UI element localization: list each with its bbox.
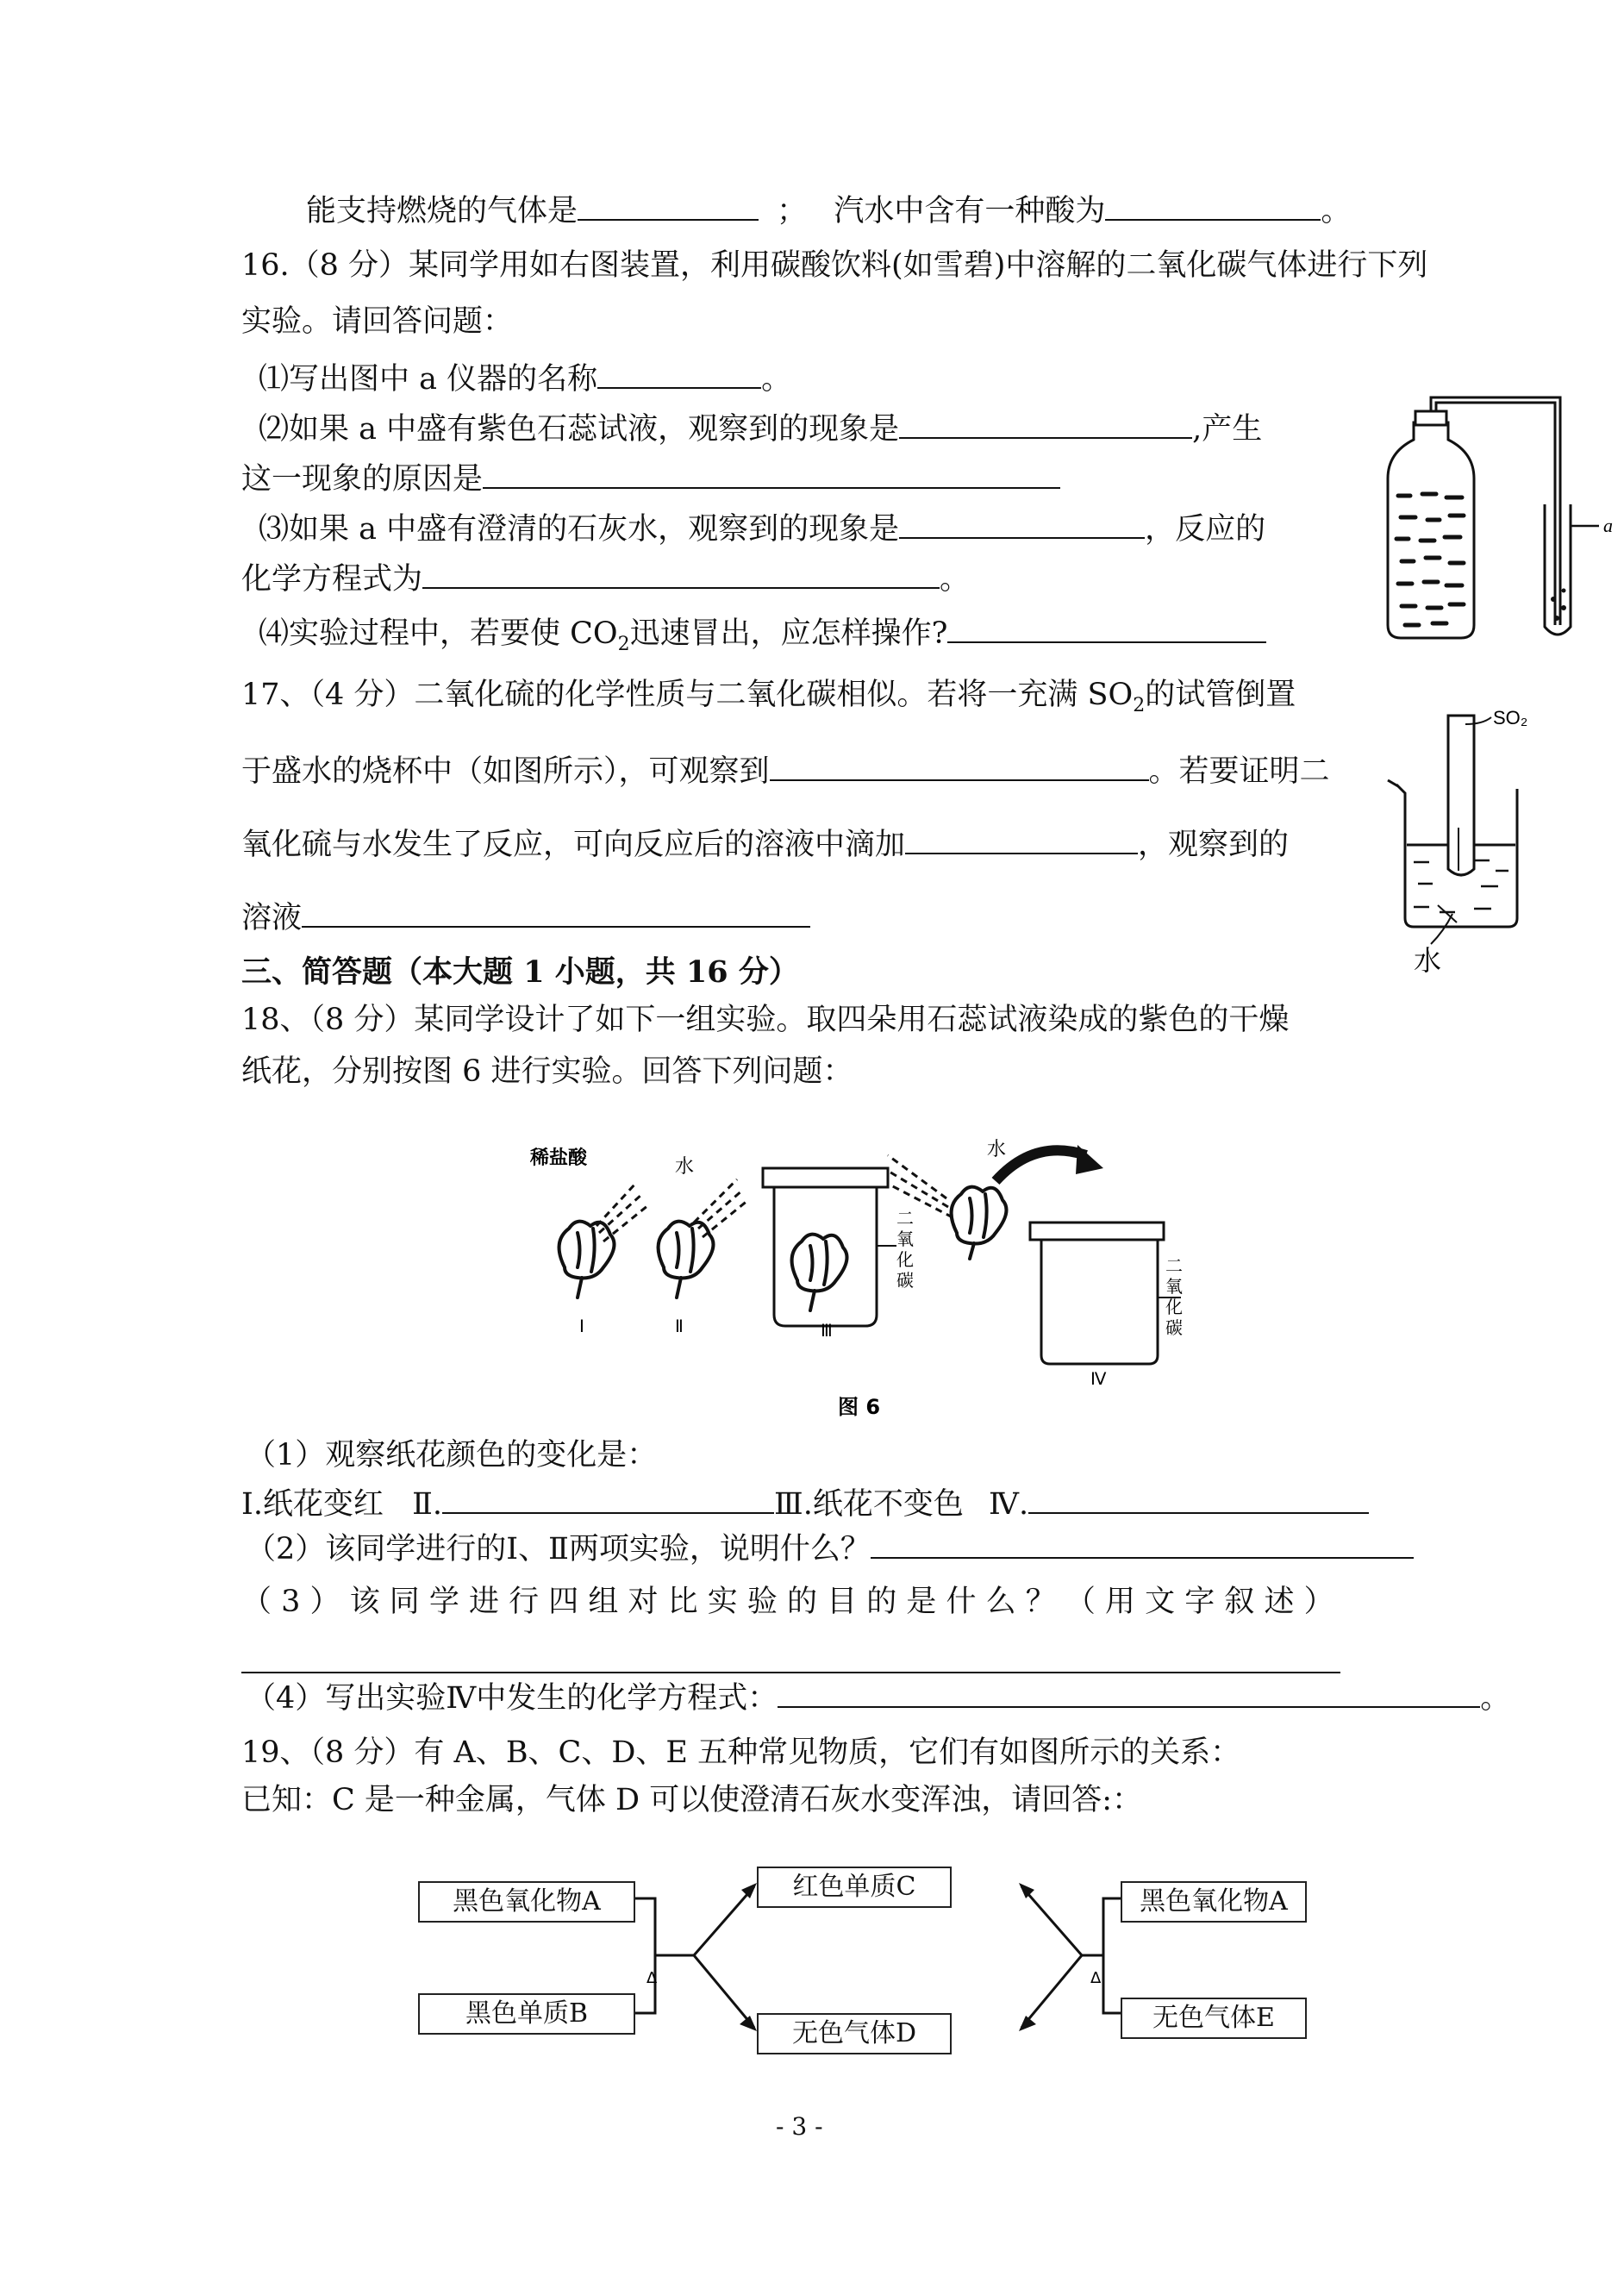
- q15-prefix: 能支持燃烧的气体是: [306, 194, 578, 228]
- answer-blank[interactable]: [241, 1642, 1340, 1673]
- heat-symbol-left: Δ: [646, 1969, 658, 1987]
- q16-p4-pre: ⑷实验过程中，若要使 CO: [259, 616, 618, 651]
- apparatus-label-a: a: [1603, 515, 1613, 536]
- q18-line1: 18、（8 分）某同学设计了如下一组实验。取四朵用石蕊试液染成的紫色的干燥: [241, 1003, 1290, 1037]
- q15-line: [306, 190, 1351, 231]
- q16-p2-end: ,产生: [1192, 412, 1263, 447]
- box-colorless-gas-e: 无色气体E: [1121, 1998, 1307, 2039]
- q15-end: 。: [1321, 194, 1352, 228]
- paper-flower-experiment-figure: [517, 1129, 1207, 1423]
- answer-blank[interactable]: [1028, 1483, 1369, 1514]
- q16-part3: [259, 508, 1265, 549]
- q17-l2-pre: 于盛水的烧杯中（如图所示），可观察到: [241, 754, 770, 789]
- roman-2: Ⅱ: [675, 1317, 684, 1336]
- label-water-2: 水: [987, 1139, 1007, 1160]
- answer-blank[interactable]: [483, 458, 1060, 489]
- so2-beaker-figure: [1379, 707, 1603, 977]
- q16-part2b: [241, 458, 1060, 499]
- roman-1: Ⅰ: [579, 1317, 584, 1336]
- soda-bottle-apparatus-figure: [1353, 392, 1621, 642]
- section-3-title-num1: 1: [523, 954, 545, 990]
- q16-p3b: 化学方程式为: [241, 562, 423, 597]
- q18-part2: [246, 1528, 1414, 1569]
- q17-l1-pre: 17、（4 分）二氧化硫的化学性质与二氧化碳相似。若将一充满 SO: [241, 678, 1134, 712]
- answer-blank[interactable]: [1105, 190, 1321, 221]
- section-3-title: [241, 953, 799, 992]
- co2-label-char-1: 二: [896, 1208, 914, 1229]
- q18-p1c: Ⅲ.纸花不变色: [774, 1487, 964, 1522]
- q18-part3: （ 3 ） 该 同 学 进 行 四 组 对 比 实 验 的 目 的 是 什 么 ？ （ 用 文 字 叙 述 ）: [241, 1585, 1334, 1619]
- co2-label-char-4b: 碳: [1165, 1317, 1183, 1338]
- label-water-1: 水: [675, 1156, 695, 1178]
- q18-line2: 纸花，分别按图 6 进行实验。回答下列问题：: [241, 1054, 853, 1089]
- box-black-element-b: 黑色单质B: [418, 1993, 635, 2035]
- q16-line2: 实验。请回答问题：: [241, 304, 514, 339]
- q19-line2: 已知：C 是一种金属，气体 D 可以使澄清石灰水变浑浊，请回答:：: [241, 1783, 1143, 1817]
- q18-p1b: Ⅱ.: [412, 1487, 443, 1522]
- answer-blank[interactable]: [597, 358, 761, 389]
- q17-line2: [241, 750, 1330, 791]
- page-number: - 3 -: [776, 2112, 823, 2141]
- heat-symbol-right: Δ: [1090, 1969, 1102, 1987]
- answer-blank[interactable]: [905, 823, 1138, 854]
- q18-p2: （2）该同学进行的Ⅰ、Ⅱ两项实验，说明什么？: [246, 1532, 871, 1566]
- q16-part1: [259, 358, 791, 399]
- q15-mid: 汽水中含有一种酸为: [834, 194, 1106, 228]
- q18-part1-answers: [241, 1483, 1369, 1524]
- q17-l3-post: ，观察到的: [1138, 828, 1290, 862]
- roman-3: Ⅲ: [821, 1322, 833, 1341]
- label-dilute-hcl: 稀盐酸: [530, 1148, 588, 1169]
- answer-blank[interactable]: [442, 1483, 774, 1514]
- q17-l1-post: 的试管倒置: [1145, 678, 1296, 712]
- q17-line3: [241, 823, 1289, 865]
- section-3-title-num2: 16: [685, 954, 728, 990]
- answer-blank[interactable]: [778, 1677, 1480, 1708]
- section-3-title-mid: 小题，共: [544, 954, 686, 990]
- box-black-oxide-a-right: 黑色氧化物A: [1121, 1881, 1307, 1923]
- q16-line1: 16.（8 分）某同学用如右图装置，利用碳酸饮料(如雪碧)中溶解的二氧化碳气体进行下列: [241, 248, 1428, 283]
- q17-l1-sub: 2: [1133, 695, 1146, 716]
- section-3-title-post: 分）: [728, 954, 799, 990]
- box-red-element-c: 红色单质C: [757, 1867, 952, 1908]
- q18-p4-end: 。: [1480, 1681, 1511, 1716]
- co2-label-char-3: 化: [896, 1249, 914, 1270]
- q16-part4: [259, 612, 1266, 665]
- q16-p4-post: 迅速冒出，应怎样操作?: [629, 616, 948, 651]
- answer-blank[interactable]: [302, 897, 810, 928]
- co2-label-char-2: 氧: [896, 1229, 914, 1249]
- q18-part1: （1）观察纸花颜色的变化是：: [246, 1438, 658, 1473]
- q16-part2: [259, 408, 1262, 449]
- q17-line1: [241, 675, 1296, 726]
- q16-p3: ⑶如果 a 中盛有澄清的石灰水，观察到的现象是: [259, 512, 900, 547]
- so2-label: SO₂: [1493, 707, 1528, 729]
- box-colorless-gas-d: 无色气体D: [757, 2013, 952, 2054]
- answer-blank[interactable]: [422, 558, 940, 589]
- q18-part4: [246, 1677, 1510, 1718]
- co2-label-char-4: 碳: [896, 1270, 914, 1291]
- q17-l2-post: 。若要证明二: [1148, 754, 1330, 789]
- q17-l3-pre: 氧化硫与水发生了反应，可向反应后的溶液中滴加: [241, 828, 906, 862]
- q18-p1d: Ⅳ.: [989, 1487, 1029, 1522]
- q16-p3-end: ，反应的: [1145, 512, 1266, 547]
- q16-p2b: 这一现象的原因是: [241, 462, 484, 497]
- q19-line1: 19、（8 分）有 A、B、C、D、E 五种常见物质，它们有如图所示的关系：: [241, 1735, 1241, 1770]
- q15-sep: ；: [777, 194, 808, 228]
- co2-label-char-3b: 化: [1165, 1297, 1183, 1317]
- section-3-title-pre: 三、简答题（本大题: [241, 954, 524, 990]
- q16-p2: ⑵如果 a 中盛有紫色石蕊试液，观察到的现象是: [259, 412, 900, 447]
- q16-p4-sub: 2: [617, 634, 630, 655]
- q16-p1-end: 。: [761, 362, 792, 397]
- q16-p3b-end: 。: [940, 562, 971, 597]
- answer-blank[interactable]: [899, 408, 1192, 439]
- figure-6-caption: 图 6: [838, 1395, 881, 1419]
- roman-4: Ⅳ: [1090, 1370, 1107, 1389]
- answer-blank[interactable]: [770, 750, 1149, 781]
- co2-label-char-2b: 氧: [1165, 1276, 1183, 1297]
- q18-p4: （4）写出实验Ⅳ中发生的化学方程式：: [246, 1681, 778, 1716]
- co2-label-char-1b: 二: [1165, 1255, 1183, 1276]
- answer-blank[interactable]: [871, 1528, 1414, 1559]
- answer-blank[interactable]: [899, 508, 1145, 539]
- q18-p1a: Ⅰ.纸花变红: [241, 1487, 384, 1522]
- q16-p1: ⑴写出图中 a 仪器的名称: [259, 362, 598, 397]
- box-black-oxide-a-left: 黑色氧化物A: [418, 1881, 635, 1923]
- water-label: 水: [1414, 944, 1442, 977]
- q17-l4: 溶液: [241, 901, 303, 935]
- q16-part3b: [241, 558, 970, 599]
- q17-line4: [241, 897, 810, 938]
- answer-blank[interactable]: [947, 612, 1266, 643]
- answer-blank[interactable]: [578, 190, 759, 221]
